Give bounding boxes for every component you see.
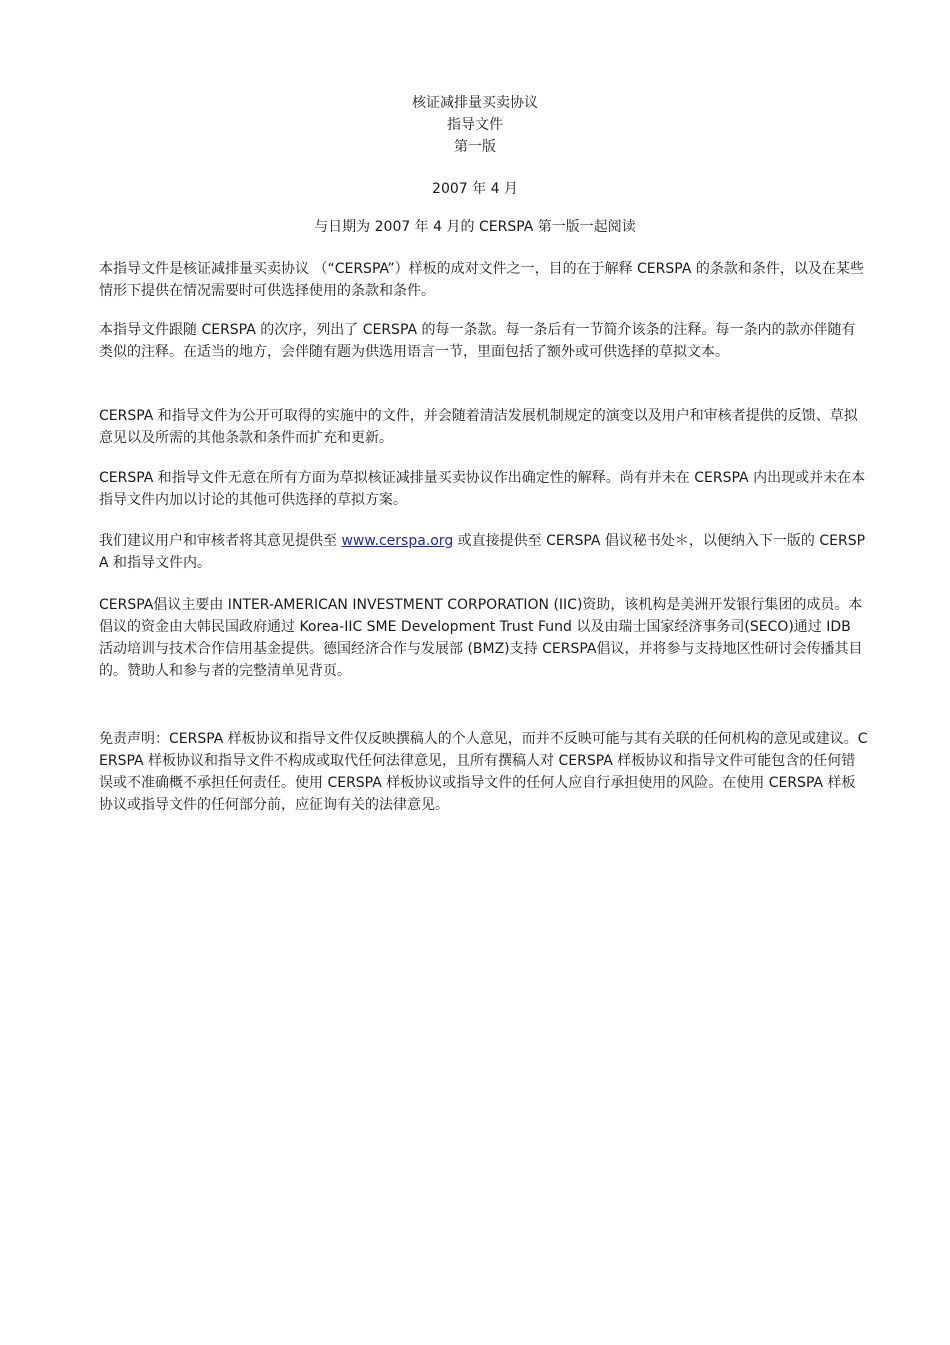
update-paragraph (99, 405, 869, 449)
paragraph-text: 本指导文件是核证减排量买卖协议 （“CERSPA”）样板的成对文件之一，目的在于解释 CERSPA 的条款和条件，以及在某些情形下提供在情况需要时可供选择使用的条款和条件。 (99, 261, 864, 299)
structure-paragraph (99, 319, 869, 363)
paragraph-text: CERSPA 和指导文件为公开可取得的实施中的文件，并会随着清洁发展机制规定的演变以及用户和审核者提供的反馈、草拟意见以及所需的其他条款和条件而扩充和更新。 (99, 408, 858, 446)
document-title: 核证减排量买卖协议 (412, 95, 538, 111)
paragraph-text: CERSPA倡议主要由 INTER-AMERICAN INVESTMENT CORPORATION (IIC)资助，该机构是美洲开发银行集团的成员。本倡议的资金由大韩民国政府通过 Korea-IIC SME Development Trust Fund 以及由瑞士国家经济事务司(SECO)通过 IDB 活动培训与技术合作信用基金提供。德国经济合作与发展部 (BMZ)支持 CERSPA倡议，并将参与支持地区性研讨会传播其目的。赞助人和参与者的完整清单见背页。 (99, 597, 863, 679)
read-with-note: 与日期为 2007 年 4 月的 CERSPA 第一版一起阅读 (314, 219, 636, 235)
paragraph-text: 免责声明：CERSPA 样板协议和指导文件仅反映撰稿人的个人意见，而并不反映可能与其有关联的任何机构的意见或建议。CERSPA 样板协议和指导文件不构成或取代任何法律意见，且所有撰稿人对 CERSPA 样板协议和指导文件可能包含的任何错误或不准确概不承担任何责任。使用 CERSPA 样板协议或指导文件的任何人应自行承担使用的风险。在使用 CERSPA 样板协议或指导文件的任何部分前，应征询有关的法律意见。 (99, 731, 868, 813)
paragraph-text (99, 530, 869, 574)
paragraph-text: 本指导文件跟随 CERSPA 的次序，列出了 CERSPA 的每一条款。每一条后有一节简介该条的注释。每一条内的款亦伴随有类似的注释。在适当的地方，会伴随有题为供选用语言一节，里面包括了额外或可供选择的草拟文本。 (99, 322, 856, 360)
document-subtitle: 指导文件 (447, 117, 503, 133)
sponsors-paragraph (99, 594, 869, 682)
contact-after: 或直接提供至 CERSPA 倡议秘书处＊，以便纳入下一版的 CERSPA 和指导文件内。 (99, 533, 866, 571)
document-edition: 第一版 (454, 139, 496, 155)
disclaimer-paragraph (99, 728, 869, 816)
cerspa-website-link[interactable]: www.cerspa.org (341, 533, 454, 549)
contact-paragraph (99, 530, 869, 574)
scope-paragraph (99, 467, 869, 511)
intro-paragraph (99, 258, 869, 302)
paragraph-text: CERSPA 和指导文件无意在所有方面为草拟核证减排量买卖协议作出确定性的解释。尚有并未在 CERSPA 内出现或并未在本指导文件内加以讨论的其他可供选择的草拟方案。 (99, 470, 866, 508)
contact-before: 我们建议用户和审核者将其意见提供至 (99, 533, 337, 549)
document-date: 2007 年 4 月 (432, 181, 518, 197)
